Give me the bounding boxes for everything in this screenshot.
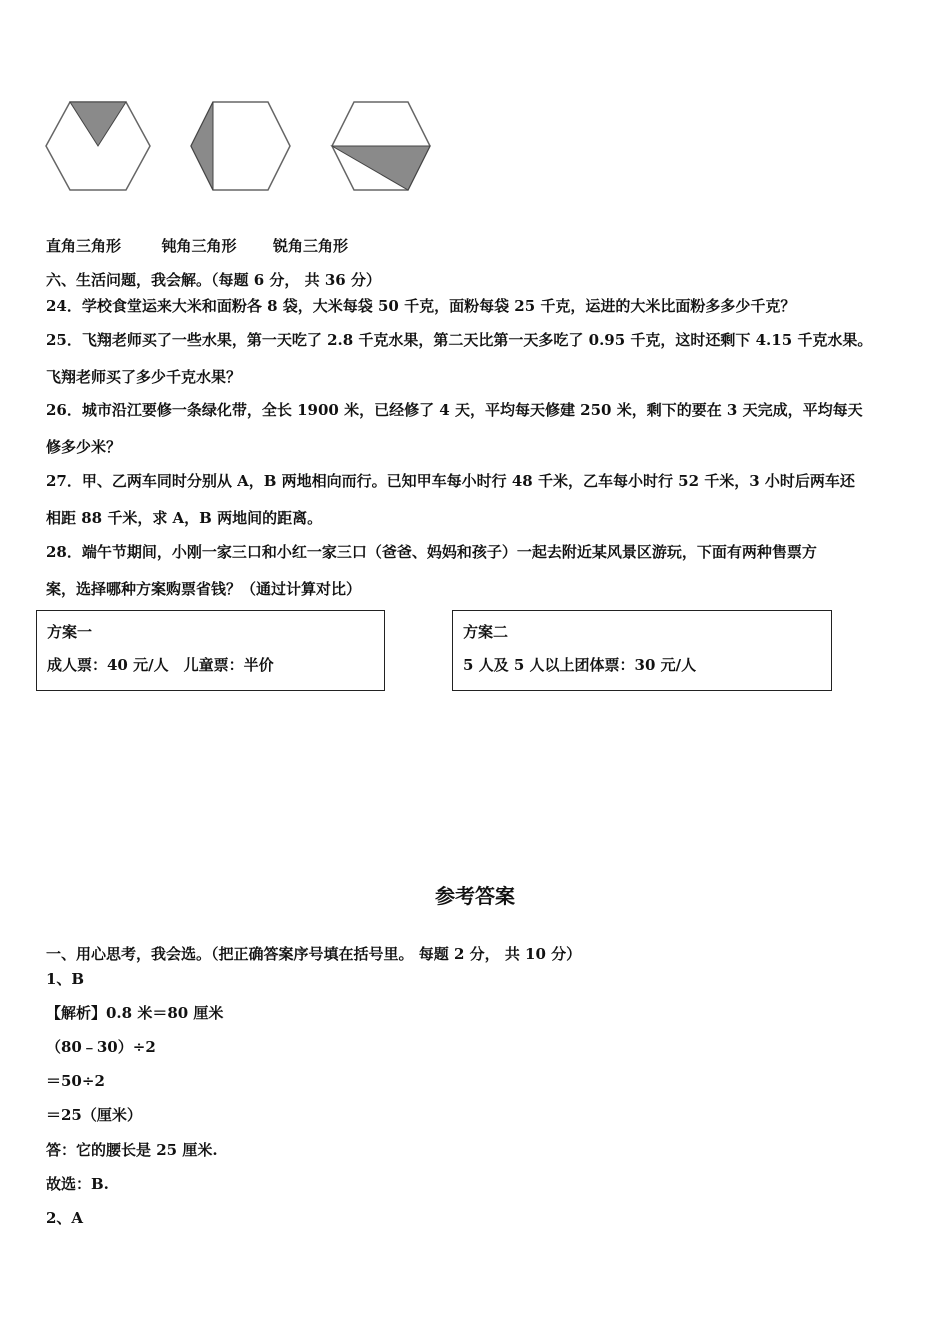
label-right-triangle: 直角三角形 [46, 237, 122, 255]
triangle-labels [46, 236, 348, 256]
hexagon-figures-svg [40, 96, 460, 196]
hexagon-figures [40, 96, 460, 196]
hexagon-3 [332, 102, 430, 190]
answer-1-conclusion: 答：它的腰长是 25 厘米. [46, 1141, 218, 1159]
plan-two-text: 5 人及 5 人以上团体票：30 元/人 [463, 656, 697, 674]
hexagon-2 [191, 102, 290, 190]
question-27-line1: 27．甲、乙两车同时分别从 A，B 两地相向而行。已知甲车每小时行 48 千米，乙车每小时行 52 千米，3 小时后两车还 [46, 472, 855, 490]
plan-one-box [36, 610, 385, 691]
question-28-line2: 案，选择哪种方案购票省钱？（通过计算对比） [46, 580, 362, 598]
label-acute-triangle: 锐角三角形 [272, 237, 348, 255]
question-28-line1: 28．端午节期间，小刚一家三口和小红一家三口（爸爸、妈妈和孩子）一起去附近某风景区游玩，下面有两种售票方 [46, 543, 817, 561]
answer-1-choice: 故选：B. [46, 1175, 109, 1193]
answer-1-step2: ＝50÷2 [46, 1072, 105, 1090]
question-25-line1: 25．飞翔老师买了一些水果，第一天吃了 2.8 千克水果，第二天比第一天多吃了 0.95 千克，这时还剩下 4.15 千克水果。 [46, 331, 873, 349]
plan-one-text: 成人票：40 元/人 儿童票：半价 [47, 656, 274, 674]
answer-1: 1、B [46, 970, 85, 988]
hexagon-1 [46, 102, 150, 190]
question-25-line2: 飞翔老师买了多少千克水果？ [46, 368, 242, 386]
answer-1-step1: （80﹣30）÷2 [46, 1038, 156, 1056]
answer-1-step3: ＝25（厘米） [46, 1106, 142, 1124]
plan-one-title: 方案一 [47, 623, 93, 641]
answer-2: 2、A [46, 1209, 84, 1227]
answer-1-analysis: 【解析】0.8 米＝80 厘米 [46, 1004, 224, 1022]
answers-title: 参考答案 [435, 884, 515, 908]
plan-two-box [452, 610, 832, 691]
label-obtuse-triangle: 钝角三角形 [161, 237, 237, 255]
plan-two-title: 方案二 [463, 623, 509, 641]
question-24: 24．学校食堂运来大米和面粉各 8 袋，大米每袋 50 千克，面粉每袋 25 千克，运进的大米比面粉多多少千克？ [46, 297, 796, 315]
question-26-line2: 修多少米？ [46, 438, 122, 456]
question-26-line1: 26．城市沿江要修一条绿化带，全长 1900 米，已经修了 4 天，平均每天修建 250 米，剩下的要在 3 天完成，平均每天 [46, 401, 863, 419]
question-27-line2: 相距 88 千米，求 A，B 两地间的距离。 [46, 509, 323, 527]
shaded-obtuse-triangle [191, 102, 213, 190]
section6-heading: 六、生活问题，我会解。（每题 6 分， 共 36 分） [46, 271, 381, 289]
shaded-acute-triangle [332, 146, 430, 190]
shaded-right-triangle [70, 102, 126, 146]
answers-section1-heading: 一、用心思考，我会选。（把正确答案序号填在括号里。 每题 2 分， 共 10 分） [46, 945, 582, 963]
